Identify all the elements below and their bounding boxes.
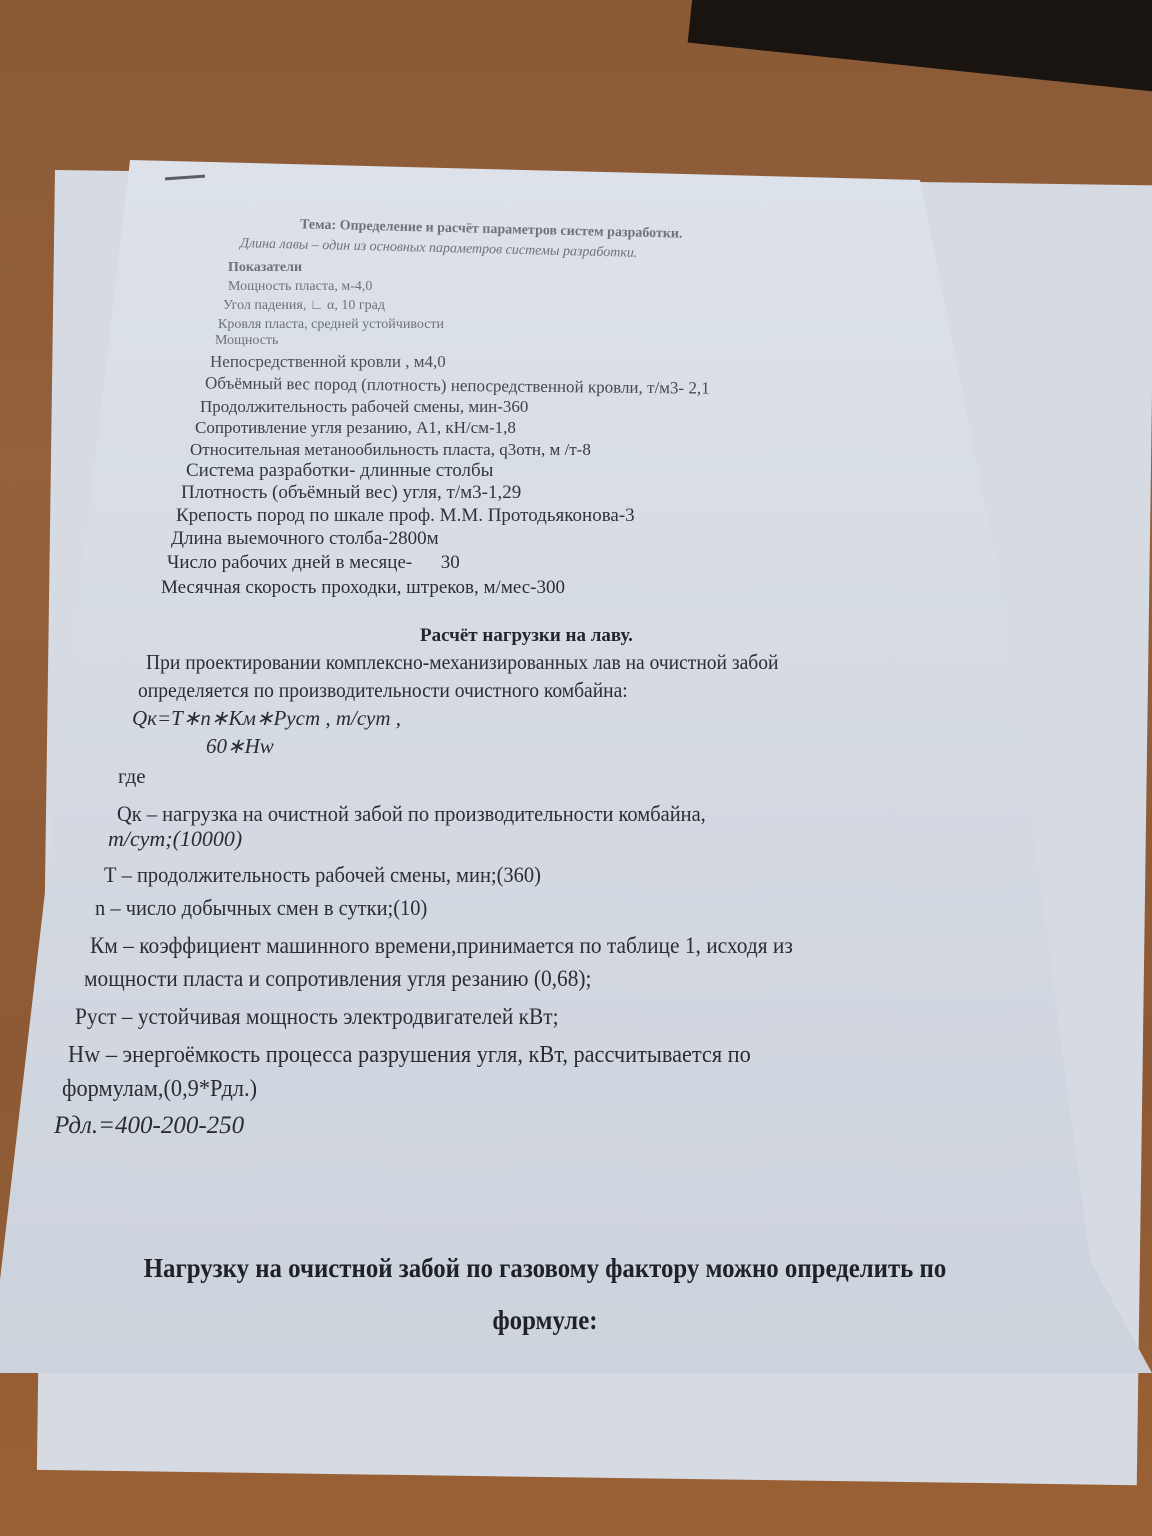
intro-line: определяется по производительности очистного комбайна: — [138, 678, 628, 702]
topic-title: Тема: Определение и расчёт параметров систем разработки. — [299, 217, 683, 242]
definition-pdl: Рдл.=400-200-250 — [54, 1112, 245, 1139]
definition-n: n – число добычных смен в сутки;(10) — [95, 895, 428, 920]
definition-pust: Руст – устойчивая мощность электродвигателей кВт; — [75, 1004, 559, 1029]
subtitle: Длина лавы – один из основных параметров системы разработки. — [239, 236, 638, 261]
indicator-item: Крепость пород по шкале проф. М.М. Протодьяконова-3 — [176, 505, 635, 526]
definition-t: Т – продолжительность рабочей смены, мин;(360) — [104, 862, 541, 887]
section-title: Расчёт нагрузки на лаву. — [420, 625, 633, 646]
indicator-item: Угол падения, ∟ α, 10 град — [223, 298, 385, 313]
gas-factor-heading — [40, 1242, 1050, 1346]
indicator-item: Мощность пласта, м-4,0 — [228, 279, 373, 294]
gas-factor-heading-line2: формуле: — [492, 1305, 598, 1335]
definition-km-cont: мощности пласта и сопротивления угля резанию (0,68); — [84, 966, 592, 991]
formula-numerator: Qк=Т∗п∗Км∗Руст , т/сут , — [132, 706, 402, 730]
indicators-heading: Показатели — [228, 260, 303, 275]
definition-hw-cont: формулам,(0,9*Рдл.) — [62, 1076, 258, 1102]
indicator-item: Продолжительность рабочей смены, мин-360 — [200, 397, 529, 416]
indicator-item: Месячная скорость проходки, штреков, м/мес-300 — [161, 577, 566, 598]
intro-line: При проектировании комплексно-механизированных лав на очистной забой — [146, 650, 779, 674]
definition-km: Км – коэффициент машинного времени,принимается по таблице 1, исходя из — [90, 933, 793, 958]
gas-factor-heading-line1: Нагрузку на очистной забой по газовому фактору можно определить по — [143, 1253, 947, 1283]
definition-qk-units: т/сут;(10000) — [108, 826, 243, 851]
indicator-item: Объёмный вес пород (плотность) непосредственной кровли, т/м3- 2,1 — [204, 373, 710, 398]
indicator-item: Сопротивление угля резанию, А1, кН/см-1,8 — [195, 418, 516, 437]
definition-hw: Hw – энергоёмкость процесса разрушения угля, кВт, рассчитывается по — [68, 1042, 751, 1068]
indicator-item: Плотность (объёмный вес) угля, т/м3-1,29 — [181, 482, 522, 503]
dark-background-corner — [688, 0, 1152, 97]
indicator-item: Непосредственной кровли , м4,0 — [210, 352, 446, 371]
definition-qk: Qк – нагрузка на очистной забой по производительности комбайна, — [117, 801, 706, 826]
indicator-item: Кровля пласта, средней устойчивости — [218, 317, 445, 332]
formula-denominator: 60∗Hw — [206, 734, 274, 758]
indicator-item: Система разработки- длинные столбы — [186, 460, 494, 481]
indicator-item: Длина выемочного столба-2800м — [171, 528, 439, 549]
indicator-item: Мощность — [215, 333, 279, 348]
where-label: где — [118, 764, 146, 788]
indicator-item: Число рабочих дней в месяце- 30 — [167, 552, 460, 573]
indicator-item: Относительная метанообильность пласта, q3отн, м /т-8 — [190, 440, 591, 459]
